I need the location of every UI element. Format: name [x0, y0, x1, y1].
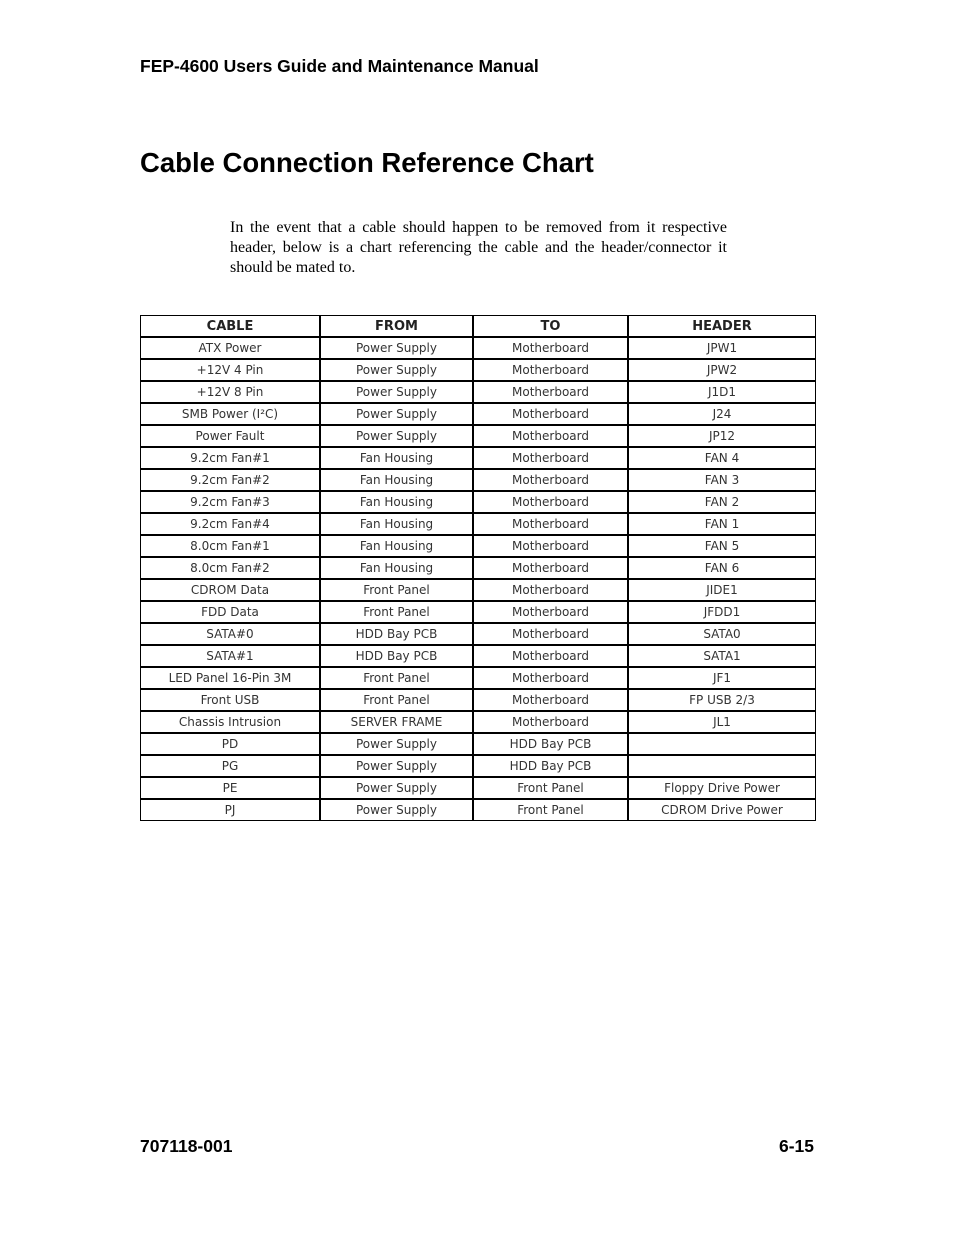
cell-to: Motherboard [474, 492, 629, 514]
cell-from: Power Supply [321, 426, 474, 448]
cell-cable: PJ [141, 800, 321, 820]
cell-header: FAN 5 [629, 536, 815, 558]
table-row [141, 646, 815, 668]
cell-header: JIDE1 [629, 580, 815, 602]
cell-to: Front Panel [474, 778, 629, 800]
cell-to: Front Panel [474, 800, 629, 820]
table-row [141, 382, 815, 404]
cell-header: FAN 4 [629, 448, 815, 470]
cell-to: Motherboard [474, 690, 629, 712]
cell-header: JPW2 [629, 360, 815, 382]
column-header-cable: CABLE [141, 316, 321, 338]
table-row [141, 514, 815, 536]
cell-cable: PG [141, 756, 321, 778]
cell-cable: +12V 4 Pin [141, 360, 321, 382]
cell-header: J24 [629, 404, 815, 426]
cell-cable: 9.2cm Fan#2 [141, 470, 321, 492]
cell-to: Motherboard [474, 580, 629, 602]
cell-cable: 9.2cm Fan#1 [141, 448, 321, 470]
cell-from: Fan Housing [321, 470, 474, 492]
column-header-from: FROM [321, 316, 474, 338]
table-row [141, 602, 815, 624]
cell-from: SERVER FRAME [321, 712, 474, 734]
cell-to: Motherboard [474, 536, 629, 558]
page-number: 6-15 [778, 1136, 814, 1156]
cell-to: HDD Bay PCB [474, 734, 629, 756]
table-row [141, 712, 815, 734]
cell-from: Fan Housing [321, 448, 474, 470]
table-row [141, 624, 815, 646]
cell-cable: SATA#0 [141, 624, 321, 646]
cell-to: Motherboard [474, 712, 629, 734]
cell-to: Motherboard [474, 338, 629, 360]
cell-header: Floppy Drive Power [629, 778, 815, 800]
cell-to: Motherboard [474, 602, 629, 624]
table-row [141, 690, 815, 712]
table-header-row [141, 316, 815, 338]
cell-from: Front Panel [321, 668, 474, 690]
cell-from: Power Supply [321, 734, 474, 756]
table-row [141, 558, 815, 580]
cell-from: Power Supply [321, 778, 474, 800]
table-row [141, 756, 815, 778]
cell-cable: ATX Power [141, 338, 321, 360]
cell-to: Motherboard [474, 448, 629, 470]
cell-from: Front Panel [321, 580, 474, 602]
cell-cable: FDD Data [141, 602, 321, 624]
cell-header: FAN 1 [629, 514, 815, 536]
cell-from: Fan Housing [321, 514, 474, 536]
cable-reference-table [140, 315, 816, 821]
cell-header: J1D1 [629, 382, 815, 404]
table-row [141, 668, 815, 690]
cell-to: Motherboard [474, 404, 629, 426]
cell-to: Motherboard [474, 360, 629, 382]
page-title: Cable Connection Reference Chart [140, 147, 594, 178]
cell-header [629, 734, 815, 756]
table-row [141, 426, 815, 448]
cell-cable: SMB Power (I²C) [141, 404, 321, 426]
table-row [141, 734, 815, 756]
cell-to: Motherboard [474, 646, 629, 668]
column-header-to: TO [474, 316, 629, 338]
cell-from: Power Supply [321, 382, 474, 404]
table-row [141, 404, 815, 426]
cell-from: HDD Bay PCB [321, 624, 474, 646]
cell-cable: LED Panel 16-Pin 3M [141, 668, 321, 690]
cell-to: Motherboard [474, 558, 629, 580]
table-row [141, 778, 815, 800]
cell-to: Motherboard [474, 668, 629, 690]
cell-cable: PD [141, 734, 321, 756]
table-row [141, 338, 815, 360]
cell-from: Power Supply [321, 800, 474, 820]
cell-cable: 8.0cm Fan#1 [141, 536, 321, 558]
table-row [141, 360, 815, 382]
cell-header: CDROM Drive Power [661, 803, 783, 817]
cell-cable: Chassis Intrusion [141, 712, 321, 734]
cell-from: HDD Bay PCB [321, 646, 474, 668]
cell-cable: PE [141, 778, 321, 800]
table-row [141, 580, 815, 602]
cell-header: JPW1 [629, 338, 815, 360]
column-header-header: HEADER [629, 316, 815, 338]
cell-cable: CDROM Data [141, 580, 321, 602]
document-number: 707118-001 [140, 1136, 233, 1156]
cell-from: Power Supply [321, 404, 474, 426]
table-row [141, 470, 815, 492]
cell-from: Power Supply [321, 338, 474, 360]
cell-to: HDD Bay PCB [474, 756, 629, 778]
cell-to: Motherboard [474, 624, 629, 646]
cell-cable: 9.2cm Fan#3 [141, 492, 321, 514]
cell-to: Motherboard [474, 470, 629, 492]
cell-cable: SATA#1 [141, 646, 321, 668]
table-row [141, 492, 815, 514]
cell-cable: Front USB [141, 690, 321, 712]
cell-header [629, 756, 815, 778]
cell-to: Motherboard [474, 514, 629, 536]
cell-from: Fan Housing [321, 558, 474, 580]
cell-cable: 8.0cm Fan#2 [141, 558, 321, 580]
cell-to: Motherboard [474, 382, 629, 404]
cell-header: FAN 2 [629, 492, 815, 514]
cell-header: SATA0 [629, 624, 815, 646]
table-row [141, 536, 815, 558]
cell-header: JFDD1 [629, 602, 815, 624]
cell-cable: Power Fault [141, 426, 321, 448]
cell-header: JF1 [629, 668, 815, 690]
cell-header: SATA1 [629, 646, 815, 668]
cell-from: Front Panel [321, 602, 474, 624]
cell-header: JP12 [629, 426, 815, 448]
table-row [141, 448, 815, 470]
table-body [141, 338, 815, 820]
cell-from: Fan Housing [321, 536, 474, 558]
cell-from: Power Supply [321, 360, 474, 382]
cell-cable: +12V 8 Pin [141, 382, 321, 404]
cell-from: Front Panel [321, 690, 474, 712]
cell-to: Motherboard [474, 426, 629, 448]
cell-header: FAN 6 [629, 558, 815, 580]
running-header: FEP-4600 Users Guide and Maintenance Manual [140, 56, 539, 76]
cell-header: FP USB 2/3 [629, 690, 815, 712]
cell-header: FAN 3 [629, 470, 815, 492]
cell-header: JL1 [629, 712, 815, 734]
cell-from: Power Supply [321, 756, 474, 778]
table-row [141, 800, 815, 820]
intro-paragraph: In the event that a cable should happen to be removed from it respective header, below is a chart referencing the cable and the header/connector it should be mated to. [230, 219, 727, 276]
cell-cable: 9.2cm Fan#4 [141, 514, 321, 536]
cell-from: Fan Housing [321, 492, 474, 514]
